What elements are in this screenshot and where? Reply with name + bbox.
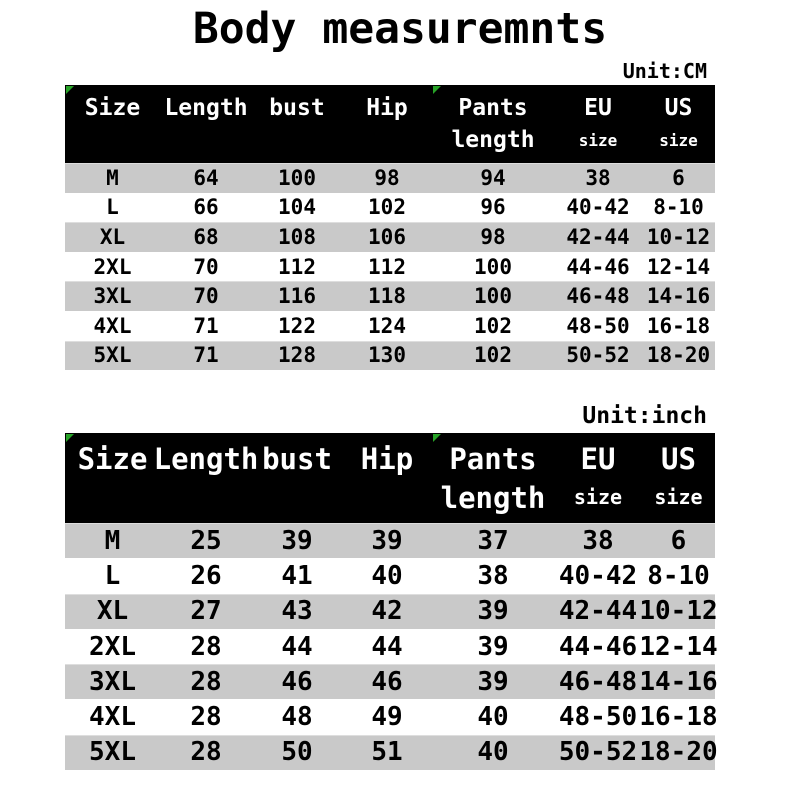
value-cell: 27: [190, 596, 222, 627]
header-sublabel: size: [654, 485, 703, 509]
value-cell: 112: [278, 254, 316, 279]
header-cell-length: [160, 85, 252, 131]
value-cell: 40: [371, 560, 403, 591]
header-cell-us: [642, 433, 715, 485]
value-cell: 102: [474, 343, 512, 368]
table-row-l: [65, 193, 715, 223]
size-cell: 2XL: [93, 254, 132, 279]
value-cell: 18-20: [646, 343, 711, 368]
value-cell: 12-14: [646, 254, 711, 279]
header-sublabel: length: [440, 481, 546, 515]
value-cell: 50-52: [558, 737, 638, 768]
value-cell: 41: [281, 560, 313, 591]
table-row-5xl: [65, 735, 718, 770]
value-cell: 14-16: [646, 284, 711, 309]
header-sublabel: [252, 485, 342, 523]
value-cell: 40: [477, 702, 509, 733]
header-sublabel: [65, 131, 160, 163]
header-cell-us: [642, 85, 715, 131]
inch-table-header: [65, 433, 715, 523]
header-label: EU: [584, 95, 612, 121]
header-label: Length: [164, 95, 248, 121]
header-sublabel: size: [578, 131, 618, 150]
value-cell: 49: [371, 702, 403, 733]
header-cell-pants: [432, 85, 554, 131]
value-cell: 128: [278, 343, 316, 368]
page-title: Body measuremnts: [192, 4, 608, 54]
value-cell: 38: [585, 165, 611, 190]
header-label: US: [664, 95, 693, 121]
header-sublabel: size: [659, 131, 698, 150]
value-cell: 14-16: [639, 666, 718, 697]
header-label: Length: [153, 442, 259, 476]
table-row-m: [65, 163, 715, 193]
value-cell: 43: [281, 596, 313, 627]
unit-inch-label: Unit:inch: [582, 403, 707, 429]
size-cell: 4XL: [93, 313, 132, 338]
green-triangle-icon: [66, 434, 74, 442]
size-cell: 3XL: [93, 284, 132, 309]
size-cell: L: [104, 560, 121, 591]
value-cell: 42-44: [566, 224, 630, 249]
value-cell: 18-20: [639, 737, 718, 768]
value-cell: 68: [193, 224, 219, 249]
value-cell: 42: [371, 596, 403, 627]
header-label: EU: [580, 442, 616, 476]
value-cell: 12-14: [639, 631, 718, 662]
value-cell: 48-50: [558, 702, 638, 733]
value-cell: 16-18: [646, 313, 711, 338]
table-row-2xl: [65, 629, 718, 664]
green-triangle-icon: [433, 434, 441, 442]
header-label: Hip: [366, 95, 408, 121]
value-cell: 39: [477, 666, 509, 697]
table-row-l: [65, 558, 715, 593]
size-cell: XL: [99, 224, 126, 249]
header-cell-bust: [252, 433, 342, 485]
table-row-4xl: [65, 311, 715, 341]
table-row-m: [65, 523, 715, 558]
value-cell: 28: [190, 666, 222, 697]
header-cell-pants: [432, 433, 554, 485]
cm-table-body: [65, 163, 715, 370]
header-cell-hip: [342, 433, 432, 485]
header-cell-hip: [342, 85, 432, 131]
value-cell: 39: [281, 525, 313, 556]
header-sublabel: [342, 485, 432, 523]
header-label: US: [661, 442, 696, 476]
size-cell: L: [106, 195, 119, 220]
value-cell: 48-50: [566, 313, 630, 338]
value-cell: 37: [477, 525, 509, 556]
value-cell: 112: [368, 254, 406, 279]
inch-table-body: [65, 523, 718, 770]
size-cell: 4XL: [89, 702, 136, 733]
value-cell: 106: [368, 224, 406, 249]
size-cell: 5XL: [93, 343, 132, 368]
value-cell: 71: [193, 313, 219, 338]
value-cell: 10-12: [646, 224, 711, 249]
value-cell: 46-48: [566, 284, 630, 309]
value-cell: 38: [477, 560, 509, 591]
value-cell: 40-42: [558, 560, 638, 591]
value-cell: 40-42: [566, 195, 630, 220]
value-cell: 25: [190, 525, 222, 556]
header-sublabel: [160, 131, 252, 163]
value-cell: 6: [670, 525, 687, 556]
value-cell: 122: [278, 313, 316, 338]
unit-cm-label: Unit:CM: [622, 59, 707, 83]
header-label: Size: [84, 95, 141, 121]
value-cell: 71: [193, 343, 219, 368]
value-cell: 38: [582, 525, 614, 556]
size-cell: XL: [96, 596, 129, 627]
value-cell: 46: [371, 666, 403, 697]
value-cell: 44-46: [558, 631, 638, 662]
value-cell: 70: [193, 254, 219, 279]
header-sublabel: length: [451, 127, 535, 153]
size-cell: 3XL: [89, 666, 136, 697]
table-row-5xl: [65, 341, 715, 371]
header-label: bust: [262, 442, 332, 476]
value-cell: 100: [474, 284, 512, 309]
header-sublabel: [160, 485, 252, 523]
header-cell-eu: [554, 85, 642, 131]
value-cell: 50-52: [566, 343, 630, 368]
value-cell: 96: [480, 195, 506, 220]
header-cell-length: [153, 433, 259, 485]
value-cell: 70: [193, 284, 219, 309]
value-cell: 28: [190, 737, 222, 768]
value-cell: 28: [190, 702, 222, 733]
green-triangle-icon: [66, 86, 74, 94]
header-label: Size: [77, 442, 148, 476]
value-cell: 48: [281, 702, 313, 733]
value-cell: 10-12: [639, 596, 718, 627]
value-cell: 118: [368, 284, 406, 309]
header-label: Hip: [360, 442, 414, 476]
value-cell: 16-18: [639, 702, 718, 733]
table-row-3xl: [65, 281, 715, 311]
value-cell: 39: [477, 631, 509, 662]
header-label: bust: [269, 95, 325, 121]
value-cell: 50: [281, 737, 313, 768]
inch-size-table: [65, 399, 718, 770]
value-cell: 66: [193, 195, 219, 220]
cm-table-header: [65, 85, 715, 163]
value-cell: 94: [480, 165, 506, 190]
size-cell: M: [106, 165, 119, 190]
value-cell: 28: [190, 631, 222, 662]
header-cell-size: [65, 85, 160, 131]
header-cell-eu: [554, 433, 642, 485]
value-cell: 104: [278, 195, 316, 220]
value-cell: 102: [368, 195, 406, 220]
value-cell: 116: [278, 284, 316, 309]
value-cell: 46-48: [558, 666, 638, 697]
value-cell: 46: [281, 666, 313, 697]
value-cell: 8-10: [647, 560, 710, 591]
value-cell: 64: [193, 165, 219, 190]
header-label: Pants: [458, 95, 528, 121]
value-cell: 42-44: [558, 596, 638, 627]
value-cell: 39: [477, 596, 509, 627]
value-cell: 6: [672, 165, 685, 190]
green-triangle-icon: [433, 86, 441, 94]
header-sublabel: [342, 131, 432, 163]
value-cell: 39: [371, 525, 403, 556]
value-cell: 40: [477, 737, 509, 768]
cm-size-table: [65, 57, 715, 370]
value-cell: 44: [371, 631, 403, 662]
value-cell: 108: [278, 224, 316, 249]
value-cell: 26: [190, 560, 222, 591]
value-cell: 130: [368, 343, 406, 368]
header-cell-bust: [252, 85, 342, 131]
header-cell-size: [65, 433, 160, 485]
size-cell: 2XL: [89, 631, 136, 662]
value-cell: 102: [474, 313, 512, 338]
value-cell: 98: [480, 224, 506, 249]
table-row-4xl: [65, 699, 718, 734]
header-sublabel: [65, 485, 160, 523]
value-cell: 44: [281, 631, 313, 662]
header-label: Pants: [449, 442, 537, 476]
header-sublabel: [252, 131, 342, 163]
value-cell: 44-46: [566, 254, 630, 279]
size-cell: M: [104, 525, 121, 556]
value-cell: 100: [474, 254, 512, 279]
table-row-xl: [65, 594, 718, 629]
value-cell: 51: [371, 737, 403, 768]
header-sublabel: size: [573, 485, 623, 509]
table-row-xl: [65, 222, 715, 252]
table-row-3xl: [65, 664, 718, 699]
value-cell: 8-10: [653, 195, 704, 220]
size-cell: 5XL: [89, 737, 136, 768]
value-cell: 124: [368, 313, 406, 338]
value-cell: 100: [278, 165, 316, 190]
value-cell: 98: [374, 165, 400, 190]
table-row-2xl: [65, 252, 715, 282]
